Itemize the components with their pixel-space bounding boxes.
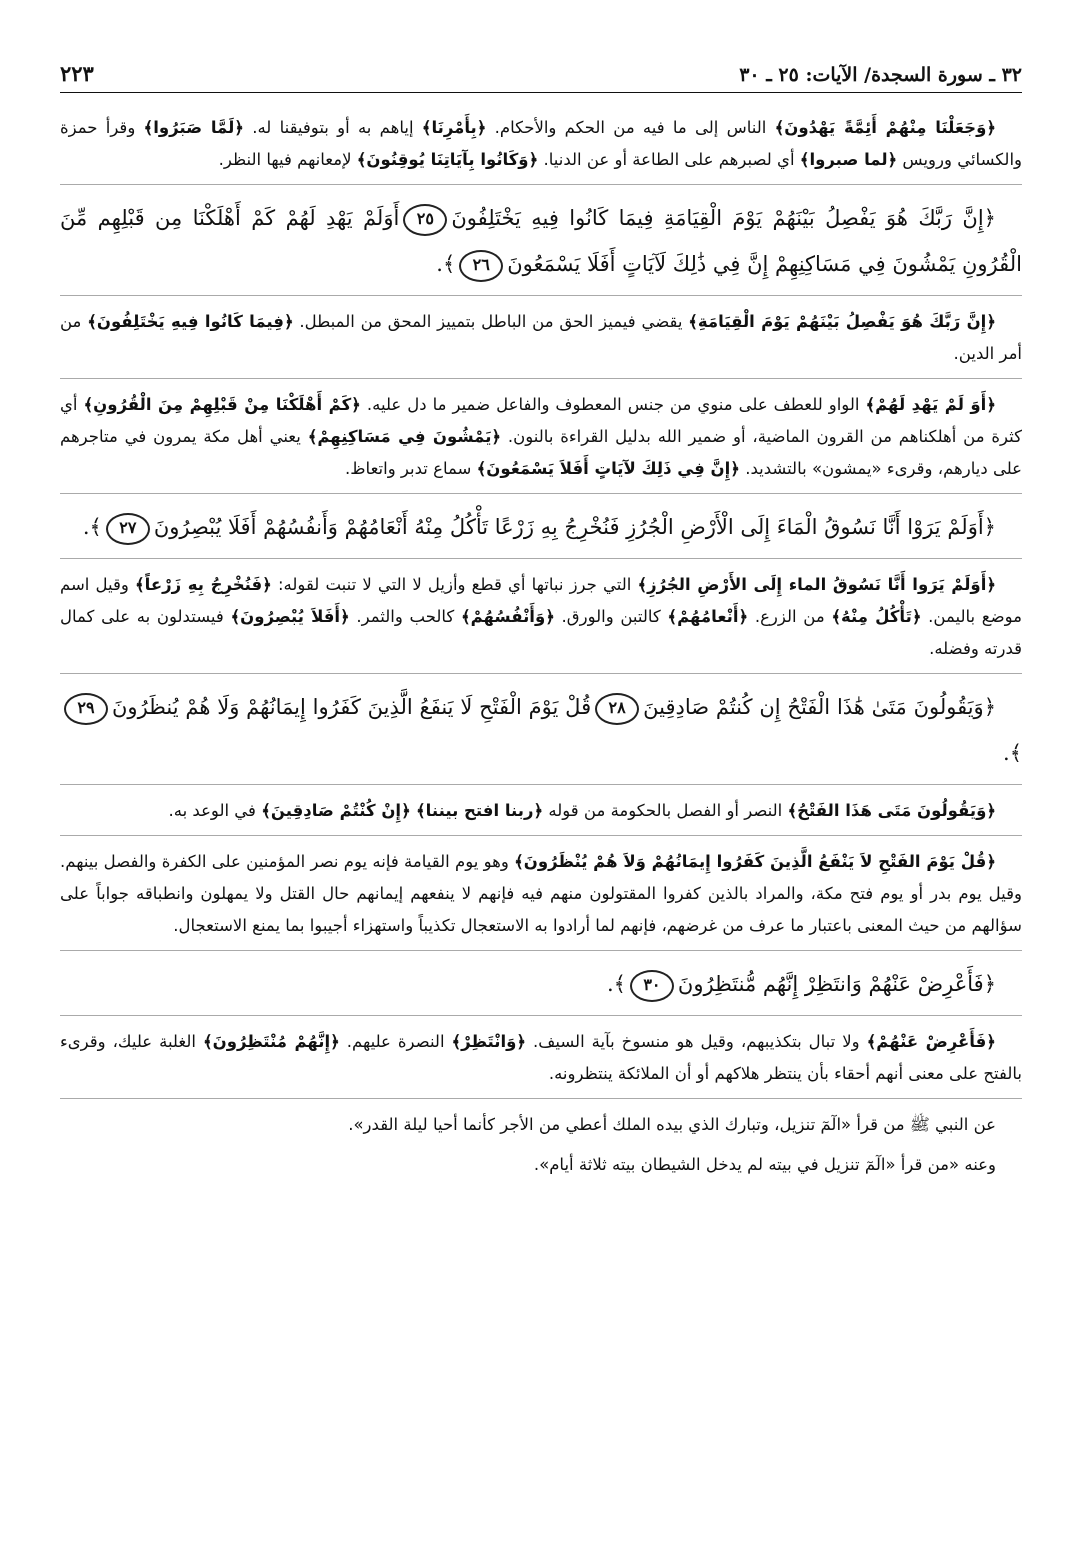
quran-quote: ﴿قُلْ يَوْمَ الفَتْحِ لاَ يَنْفَعُ الَّذِينَ كَفَرُوا إِيمَانُهُمْ وَلاَ هُمْ يُنْظَرُونَ﴾ bbox=[514, 852, 996, 871]
verse-text: ﴿أَوَلَمْ يَرَوْا أَنَّا نَسُوقُ الْمَاءَ إِلَى الْأَرْضِ الْجُرُزِ فَنُخْرِجُ بِهِ زَرْعًا تَأْكُلُ مِنْهُ أَنْعَامُهُمْ وَأَنفُسُهُمْ أَفَلَا يُبْصِرُونَ bbox=[153, 515, 996, 539]
tafsir-paragraph-4 bbox=[60, 569, 1022, 674]
quran-quote: ﴿إِنَّهُمْ مُنْتَظِرُونَ﴾ bbox=[202, 1032, 340, 1051]
commentary-text: في الوعد به. bbox=[168, 801, 262, 820]
verse-number-marker: ٢٦ bbox=[459, 250, 503, 282]
running-title: ٣٢ ـ سورة السجدة/ الآيات: ٢٥ ـ ٣٠ bbox=[739, 64, 1022, 86]
commentary-text: يقضي فيميز الحق من الباطل بتمييز المحق من المبطل. bbox=[293, 312, 689, 331]
commentary-text: ولا تبال بتكذيبهم، وقيل هو منسوخ بآية السيف. bbox=[526, 1032, 867, 1051]
commentary-text: سماع تدبر واتعاظ. bbox=[345, 459, 477, 478]
verse-number-marker: ٢٧ bbox=[106, 513, 150, 545]
commentary-text: وهو يوم القيامة فإنه يوم نصر المؤمنين على الكفرة والفصل بينهم. وقيل يوم بدر أو يوم فتح مكة، والمراد بالذين كفروا المقتولون منهم فيه فإنهم لا ينفعهم إيمانهم حال القتل ولا يمهلون وانطباقه جواباً على سؤالهم من حيث المعنى باعتبار ما عرف من غرضهم، فإنهم لما أرادوا به الاستعجال تكذيباً واستهزاء أجيبوا بما يمنع الاستعجال. bbox=[60, 852, 1022, 935]
tafsir-paragraph-6 bbox=[60, 846, 1022, 951]
commentary-text: من الزرع. bbox=[748, 607, 832, 626]
verse-end: ﴾. bbox=[82, 515, 102, 539]
quran-quote: ﴿لَمَّا صَبَرُوا﴾ bbox=[143, 118, 244, 137]
verse-block-27 bbox=[60, 504, 1022, 559]
verse-end: ﴾. bbox=[436, 252, 456, 276]
verse-number-marker: ٣٠ bbox=[630, 970, 674, 1002]
quran-quote: ﴿يَمْشُونَ فِي مَسَاكِنِهِمْ﴾ bbox=[307, 427, 502, 446]
quran-quote: ﴿فَأَعْرِضْ عَنْهُمْ﴾ bbox=[866, 1032, 996, 1051]
verse-block-30 bbox=[60, 961, 1022, 1016]
page-number: ٢٢٣ bbox=[60, 61, 94, 86]
quran-quote: ﴿وَأَنْفُسُهُمْ﴾ bbox=[460, 607, 555, 626]
quran-quote: ﴿ربنا افتح بيننا﴾ bbox=[416, 801, 544, 820]
quran-quote: ﴿بِأَمْرِنَا﴾ bbox=[421, 118, 487, 137]
commentary-text: أي لصبرهم على الطاعة أو عن الدنيا. bbox=[538, 150, 800, 169]
quran-quote: ﴿لما صبروا﴾ bbox=[799, 150, 898, 169]
commentary-text: النصر أو الفصل بالحكومة من قوله bbox=[543, 801, 788, 820]
quran-quote: ﴿فِيمَا كَانُوا فِيهِ يَخْتَلِفُونَ﴾ bbox=[87, 312, 294, 331]
commentary-text: الناس إلى ما فيه من الحكم والأحكام. bbox=[486, 118, 775, 137]
page-header bbox=[60, 56, 1022, 93]
commentary-text: أي كثرة من أهلكناهم من القرون الماضية، أو ضمير الله بدليل القراءة بالنون. bbox=[60, 395, 1022, 446]
quran-quote: ﴿كَمْ أَهْلَكْنَا مِنْ قَبْلِهِمْ مِنَ الْقُرُونِ﴾ bbox=[83, 395, 361, 414]
quran-quote: ﴿فَنُخْرِجُ بِهِ زَرْعاً﴾ bbox=[135, 575, 272, 594]
commentary-text: كالحب والثمر. bbox=[349, 607, 461, 626]
quran-quote: ﴿إِنْ كُنْتُمْ صَادِقِينَ﴾ bbox=[261, 801, 411, 820]
page-content bbox=[60, 112, 1022, 1434]
commentary-text: التي جرز نباتها أي قطع وأزيل لا التي لا تنبت لقوله: bbox=[271, 575, 638, 594]
commentary-text: الغلبة عليك، وقرىء بالفتح على معنى أنهم أحقاء بأن ينتظر هلاكهم أو أن الملائكة ينتظرونه. bbox=[60, 1032, 1022, 1083]
quran-quote: ﴿أَوَلَمْ يَرَوا أَنَّا نَسُوقُ الماء إِلَى الأَرْضِ الجُرُزِ﴾ bbox=[637, 575, 997, 594]
verse-number-marker: ٢٥ bbox=[403, 204, 447, 236]
commentary-text: وقيل اسم موضع باليمن. bbox=[60, 575, 1022, 626]
quran-quote: ﴿أَفَلاَ يُبْصِرُونَ﴾ bbox=[230, 607, 350, 626]
verse-block-28-29 bbox=[60, 684, 1022, 785]
tafsir-paragraph-3 bbox=[60, 389, 1022, 494]
quran-quote: ﴿إِنَّ رَبَّكَ هُوَ يَفْصِلُ بَيْنَهُمْ يَوْمَ الْقِيَامَةِ﴾ bbox=[688, 312, 996, 331]
verse-text: قُلْ يَوْمَ الْفَتْحِ لَا يَنفَعُ الَّذِينَ كَفَرُوا إِيمَانُهُمْ وَلَا هُمْ يُنظَرُونَ bbox=[112, 695, 592, 719]
verse-number-marker: ٢٩ bbox=[64, 693, 108, 725]
quran-quote: ﴿أَنْعامُهُمْ﴾ bbox=[667, 607, 749, 626]
commentary-text: يعني أهل مكة يمرون في متاجرهم على ديارهم، وقرىء «يمشون» بالتشديد. bbox=[60, 427, 1022, 478]
quran-quote: ﴿أَوَ لَمْ يَهْدِ لَهُمْ﴾ bbox=[865, 395, 997, 414]
hadith-paragraph-1: عن النبي ﷺ من قرأ «الٓمٓ تنزيل، وتبارك الذي بيده الملك أعطي من الأجر كأنما أحيا ليلة القدر». bbox=[348, 1115, 996, 1134]
verse-number-marker: ٢٨ bbox=[595, 693, 639, 725]
verse-block-25-26 bbox=[60, 195, 1022, 296]
quran-quote: ﴿تَأْكُلُ مِنْهُ﴾ bbox=[831, 607, 922, 626]
tafsir-paragraph-7 bbox=[60, 1026, 1022, 1099]
verse-end: ﴾. bbox=[1003, 741, 1022, 765]
commentary-text: كالتبن والورق. bbox=[554, 607, 668, 626]
verse-text: ﴿فَأَعْرِضْ عَنْهُمْ وَانتَظِرْ إِنَّهُم مُّنتَظِرُونَ bbox=[677, 972, 996, 996]
commentary-text: فيستدلون به على كمال قدرته وفضله. bbox=[60, 607, 1022, 658]
verse-end: ﴾. bbox=[606, 972, 626, 996]
commentary-text: الواو للعطف على منوي من جنس المعطوف والفاعل ضمير ما دل عليه. bbox=[360, 395, 866, 414]
quran-quote: ﴿وَيَقُولُونَ مَتَى هَذَا الفَتْحُ﴾ bbox=[787, 801, 996, 820]
tafsir-paragraph-2 bbox=[60, 306, 1022, 379]
commentary-text: من أمر الدين. bbox=[60, 312, 1022, 363]
quran-quote: ﴿وَكَانُوا بِآيَاتِنَا يُوقِنُونَ﴾ bbox=[356, 150, 539, 169]
verse-text: ﴿إِنَّ رَبَّكَ هُوَ يَفْصِلُ بَيْنَهُمْ يَوْمَ الْقِيَامَةِ فِيمَا كَانُوا فِيهِ يَخْتَلِفُونَ bbox=[451, 206, 996, 230]
commentary-text: لإمعانهم فيها النظر. bbox=[218, 150, 357, 169]
tafsir-paragraph-5 bbox=[60, 795, 1022, 836]
tafsir-paragraph-1 bbox=[60, 112, 1022, 185]
verse-text: ﴿وَيَقُولُونَ مَتَىٰ هَٰذَا الْفَتْحُ إِن كُنتُمْ صَادِقِينَ bbox=[643, 695, 997, 719]
commentary-text: إياهم به أو بتوفيقنا له. bbox=[243, 118, 422, 137]
quran-quote: ﴿وَجَعَلْنَا مِنْهُمْ أَئِمَّةً يَهْدُونَ﴾ bbox=[774, 118, 997, 137]
hadith-paragraph-2: وعنه «من قرأ «الٓمٓ تنزيل في بيته لم يدخل الشيطان بيته ثلاثة أيام». bbox=[533, 1155, 996, 1174]
quran-quote: ﴿إِنَّ فِي ذَلِكَ لآيَاتٍ أَفَلاَ يَسْمَعُونَ﴾ bbox=[476, 459, 740, 478]
quran-quote: ﴿وَانْتَظِرْ﴾ bbox=[451, 1032, 527, 1051]
commentary-text: النصرة عليهم. bbox=[339, 1032, 452, 1051]
verse-text: أَوَلَمْ يَهْدِ لَهُمْ كَمْ أَهْلَكْنَا مِن قَبْلِهِم مِّنَ الْقُرُونِ يَمْشُونَ فِي مَسَاكِنِهِمْ إِنَّ فِي ذَٰلِكَ لَآيَاتٍ أَفَلَا يَسْمَعُونَ bbox=[60, 206, 1022, 276]
commentary-text: وقرأ حمزة والكسائي ورويس bbox=[60, 118, 1022, 169]
